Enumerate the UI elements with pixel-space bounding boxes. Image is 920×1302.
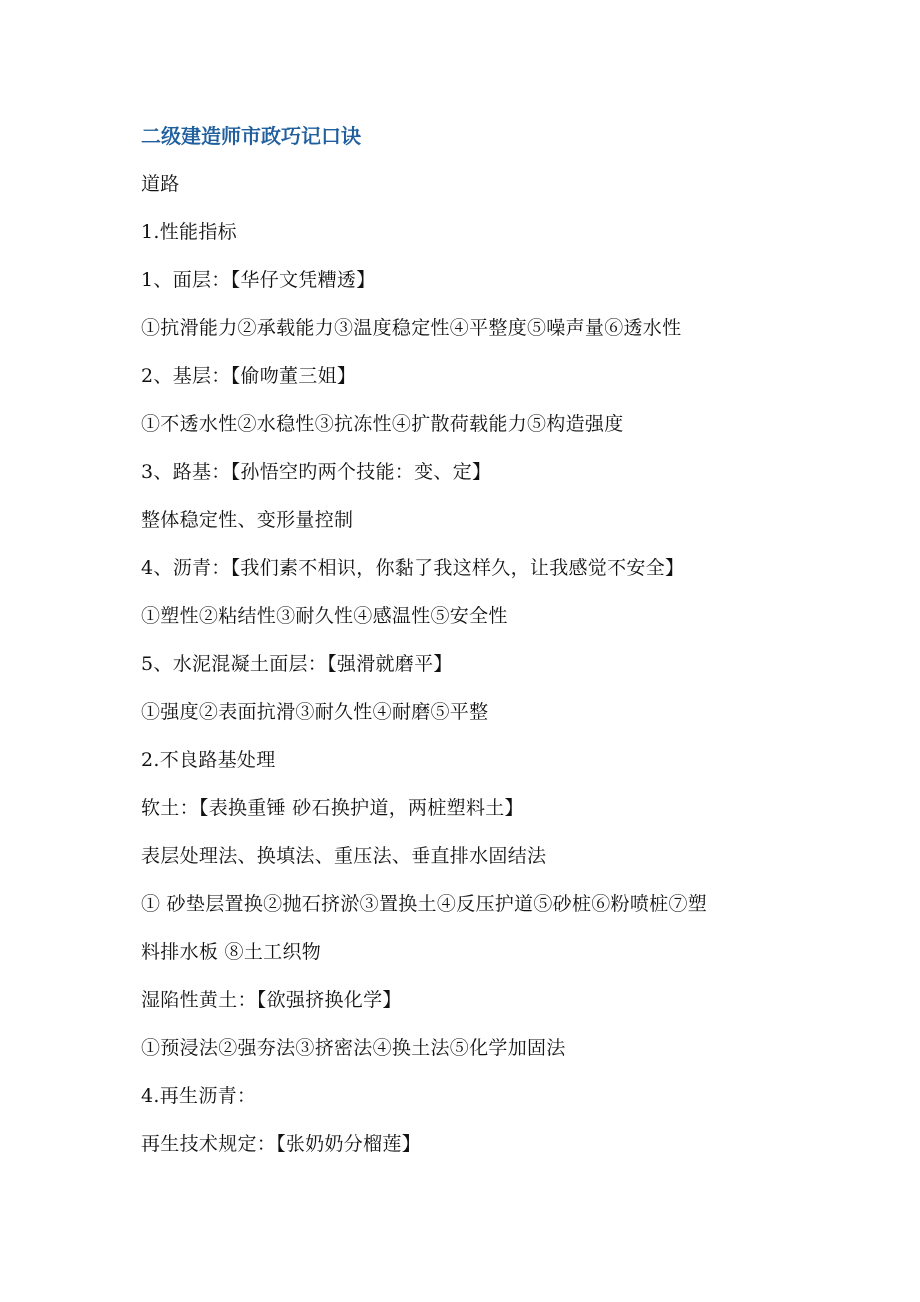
explanation-line: ①强度②表面抗滑③耐久性④耐磨⑤平整 bbox=[141, 701, 489, 723]
mnemonic-line: 再生技术规定：【张奶奶分榴莲】 bbox=[141, 1133, 422, 1155]
explanation-line-continued: 料排水板 ⑧土工织物 bbox=[141, 941, 322, 963]
explanation-line: ①抗滑能力②承载能力③温度稳定性④平整度⑤噪声量⑥透水性 bbox=[141, 317, 682, 339]
subsection-heading-subgrade: 2.不良路基处理 bbox=[141, 749, 276, 771]
explanation-line: ①预浸法②强夯法③挤密法④换土法⑤化学加固法 bbox=[141, 1037, 566, 1059]
mnemonic-line: 1、面层：【华仔文凭糟透】 bbox=[141, 269, 376, 291]
mnemonic-line: 4、沥青：【我们素不相识，你黏了我这样久，让我感觉不安全】 bbox=[141, 557, 685, 579]
document-title: 二级建造师市政巧记口诀 bbox=[141, 124, 361, 148]
mnemonic-line: 2、基层：【偷吻董三姐】 bbox=[141, 365, 357, 387]
subsection-heading-performance: 1.性能指标 bbox=[141, 221, 237, 243]
mnemonic-line: 3、路基：【孙悟空旳两个技能：变、定】 bbox=[141, 461, 492, 483]
explanation-line: 整体稳定性、变形量控制 bbox=[141, 509, 354, 531]
mnemonic-line: 湿陷性黄土：【欲强挤换化学】 bbox=[141, 989, 402, 1011]
explanation-line: ①不透水性②水稳性③抗冻性④扩散荷载能力⑤构造强度 bbox=[141, 413, 624, 435]
explanation-line: ① 砂垫层置换②抛石挤淤③置换土④反压护道⑤砂桩⑥粉喷桩⑦塑 bbox=[141, 893, 708, 915]
section-heading-roads: 道路 bbox=[141, 173, 180, 195]
document-body bbox=[141, 118, 791, 1174]
explanation-line: 表层处理法、换填法、重压法、垂直排水固结法 bbox=[141, 845, 547, 867]
explanation-line: ①塑性②粘结性③耐久性④感温性⑤安全性 bbox=[141, 605, 508, 627]
subsection-heading-recycled-asphalt: 4.再生沥青： bbox=[141, 1085, 257, 1107]
mnemonic-line: 5、水泥混凝土面层：【强滑就磨平】 bbox=[141, 653, 453, 675]
mnemonic-line: 软土：【表换重锤 砂石换护道，两桩塑料土】 bbox=[141, 797, 524, 819]
